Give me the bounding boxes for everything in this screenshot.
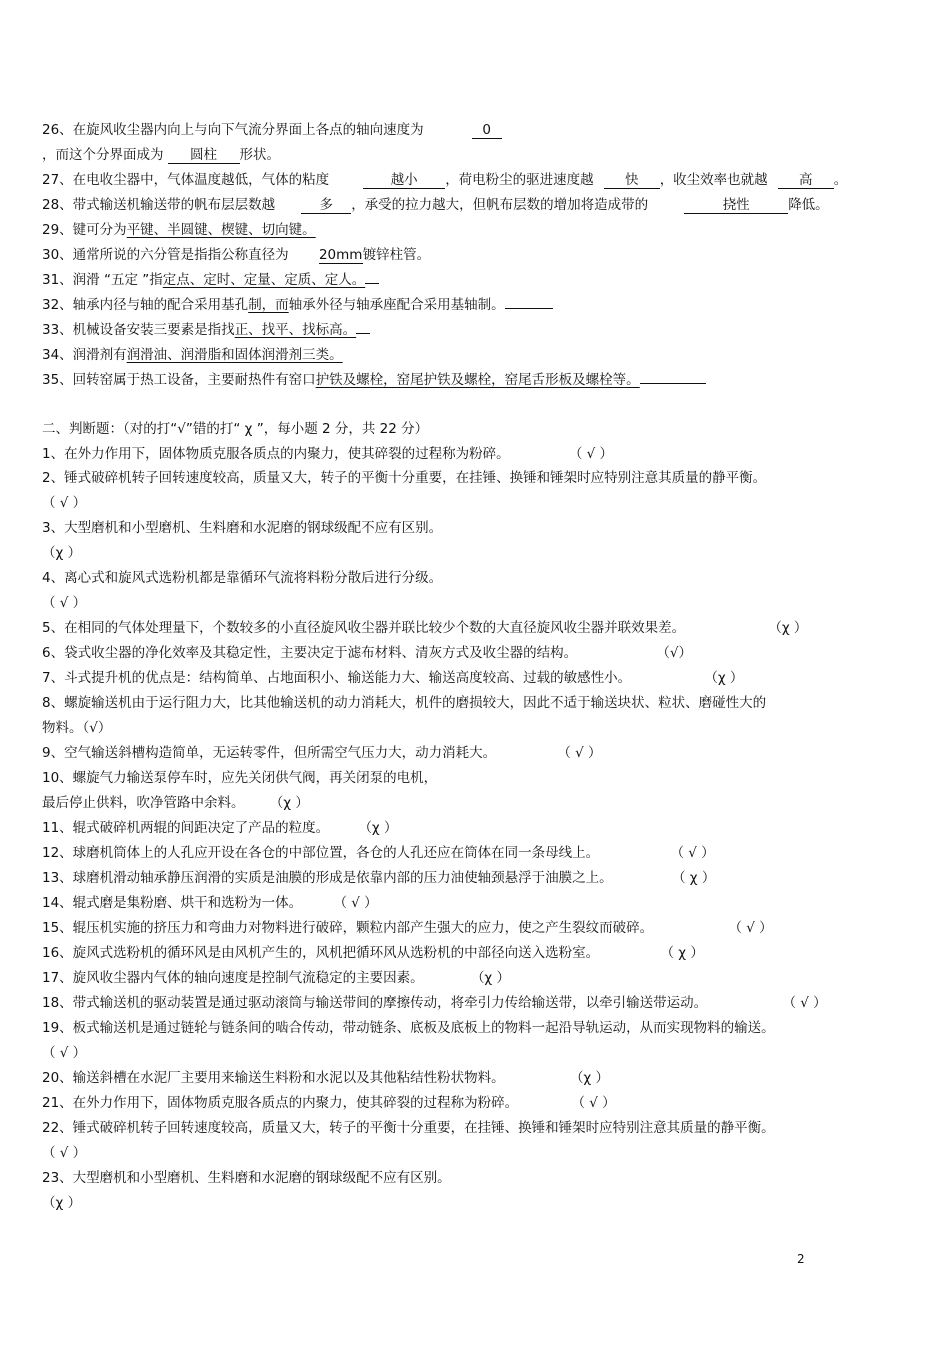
judge-item-18: 18、带式输送机的驱动装置是通过驱动滚筒与输送带间的摩擦传动，将牵引力传给输送带，以牵引输送带运动。 （ √ ） <box>42 995 827 1011</box>
judge-item-21: 21、在外力作用下，固体物质克服各质点的内聚力，使其碎裂的过程称为粉碎。 （ √ ） <box>42 1095 616 1111</box>
judge-item-4: 4、离心式和旋风式选粉机都是靠循环气流将料粉分散后进行分级。 <box>42 570 443 586</box>
judge-item-15: 15、辊压机实施的挤压力和弯曲力对物料进行破碎，颗粒内部产生强大的应力，使之产生裂纹而破碎。 （ √ ） <box>42 920 773 936</box>
judge-item-7: 7、斗式提升机的优点是：结构简单、占地面积小、输送能力大、输送高度较高、过载的敏感性小。 （χ ） <box>42 670 744 686</box>
question-33: 33、机械设备安装三要素是指找正、找平、找标高。 <box>42 321 370 339</box>
answer-blank: 0 <box>472 123 502 139</box>
answer-blank: 20mm <box>318 247 363 263</box>
judge-item-12: 12、球磨机筒体上的人孔应开设在各仓的中部位置，各仓的人孔还应在筒体在同一条母线上。 （ √ ） <box>42 845 715 861</box>
question-30: 30、通常所说的六分管是指指公称直径为 20mm镀锌柱管。 <box>42 247 431 263</box>
judge-item-17: 17、旋风收尘器内气体的轴向速度是控制气流稳定的主要因素。 （χ ） <box>42 970 511 986</box>
question-26-line1: 26、在旋风收尘器内向上与向下气流分界面上各点的轴向速度为 0 <box>42 121 502 139</box>
answer-blank: 快 <box>604 173 660 189</box>
judge-item-4-answer: （ √ ） <box>42 595 87 611</box>
question-35: 35、回转窑属于热工设备，主要耐热件有窑口护铁及螺栓，窑尾护铁及螺栓，窑尾舌形板及螺栓等。 <box>42 371 706 389</box>
judge-item-9: 9、空气输送斜槽构造简单，无运转零件，但所需空气压力大，动力消耗大。 （ √ ） <box>42 745 602 761</box>
page-number: 2 <box>797 1252 805 1266</box>
question-26-line2: ，而这个分界面成为 圆柱 形状。 <box>42 147 280 163</box>
judge-item-11: 11、辊式破碎机两辊的间距决定了产品的粒度。 （χ ） <box>42 820 398 836</box>
judge-item-22: 22、锤式破碎机转子回转速度较高，质量又大，转子的平衡十分重要，在挂锤、换锤和锤架时应特别注意其质量的静平衡。 <box>42 1120 775 1136</box>
judge-item-3-answer: （χ ） <box>42 545 82 561</box>
judge-item-13: 13、球磨机滑动轴承静压润滑的实质是油膜的形成是依靠内部的压力油使轴颈悬浮于油膜之上。 （ χ ） <box>42 870 716 886</box>
judge-item-16: 16、旋风式选粉机的循环风是由风机产生的，风机把循环风从选粉机的中部径向送入选粉室。 （ χ ） <box>42 945 704 961</box>
answer-blank: 圆柱 <box>168 148 240 164</box>
judge-item-1: 1、在外力作用下，固体物质克服各质点的内聚力，使其碎裂的过程称为粉碎。 （ √ ） <box>42 446 614 462</box>
judge-item-8: 8、螺旋输送机由于运行阻力大，比其他输送机的动力消耗大，机件的磨损较大，因此不适于输送块状、粒状、磨碰性大的 <box>42 695 767 711</box>
question-28: 28、带式输送机输送带的帆布层层数越 多 ，承受的拉力越大，但帆布层数的增加将造成带的 挠性 降低。 <box>42 197 829 213</box>
judge-item-22-answer: （ √ ） <box>42 1145 87 1161</box>
question-27: 27、在电收尘器中，气体温度越低，气体的粘度 越小 ，荷电粉尘的驱进速度越 快 ，收尘效率也就越 高 。 <box>42 172 848 188</box>
question-29: 29、键可分为平键、半圆键、楔键、切向键。 <box>42 222 316 238</box>
answer-blank: 越小 <box>363 173 445 189</box>
answer-blank: 高 <box>778 173 834 189</box>
judge-item-10: 10、螺旋气力输送泵停车时，应先关闭供气阀，再关闭泵的电机， <box>42 770 438 786</box>
judge-item-2: 2、锤式破碎机转子回转速度较高，质量又大，转子的平衡十分重要，在挂锤、换锤和锤架时应特别注意其质量的静平衡。 <box>42 470 767 486</box>
judge-item-3: 3、大型磨机和小型磨机、生料磨和水泥磨的钢球级配不应有区别。 <box>42 520 443 536</box>
judge-item-19: 19、板式输送机是通过链轮与链条间的啮合传动，带动链条、底板及底板上的物料一起沿导轨运动，从而实现物料的输送。 <box>42 1020 775 1036</box>
answer-blank: 挠性 <box>684 198 788 214</box>
judge-item-8-line2: 物料。（√） <box>42 720 112 736</box>
judge-item-23-answer: （χ ） <box>42 1195 82 1211</box>
judge-item-6: 6、袋式收尘器的净化效率及其稳定性，主要决定于滤布材料、清灰方式及收尘器的结构。 （√） <box>42 645 692 661</box>
question-31: 31、润滑 “五定 ”指定点、定时、定量、定质、定人。 <box>42 271 379 289</box>
judge-item-14: 14、辊式磨是集粉磨、烘干和选粉为一体。 （ √ ） <box>42 895 378 911</box>
judge-item-19-answer: （ √ ） <box>42 1045 87 1061</box>
question-32: 32、轴承内径与轴的配合采用基孔制，而轴承外径与轴承座配合采用基轴制。 <box>42 296 553 314</box>
judge-item-10-line2: 最后停止供料，吹净管路中余料。 （χ ） <box>42 795 309 811</box>
question-34: 34、润滑剂有润滑油、润滑脂和固体润滑剂三类。 <box>42 347 343 363</box>
judge-item-23: 23、大型磨机和小型磨机、生料磨和水泥磨的钢球级配不应有区别。 <box>42 1170 451 1186</box>
section-title: 二、判断题：（对的打“√”错的打“ χ ”，每小题 2 分，共 22 分） <box>42 421 429 437</box>
judge-item-20: 20、输送斜槽在水泥厂主要用来输送生料粉和水泥以及其他粘结性粉状物料。 （χ ） <box>42 1070 610 1086</box>
judge-item-2-answer: （ √ ） <box>42 495 87 511</box>
judge-item-5: 5、在相同的气体处理量下，个数较多的小直径旋风收尘器并联比较少个数的大直径旋风收尘器并联效果差。 （χ ） <box>42 620 808 636</box>
answer-blank: 多 <box>301 198 351 214</box>
